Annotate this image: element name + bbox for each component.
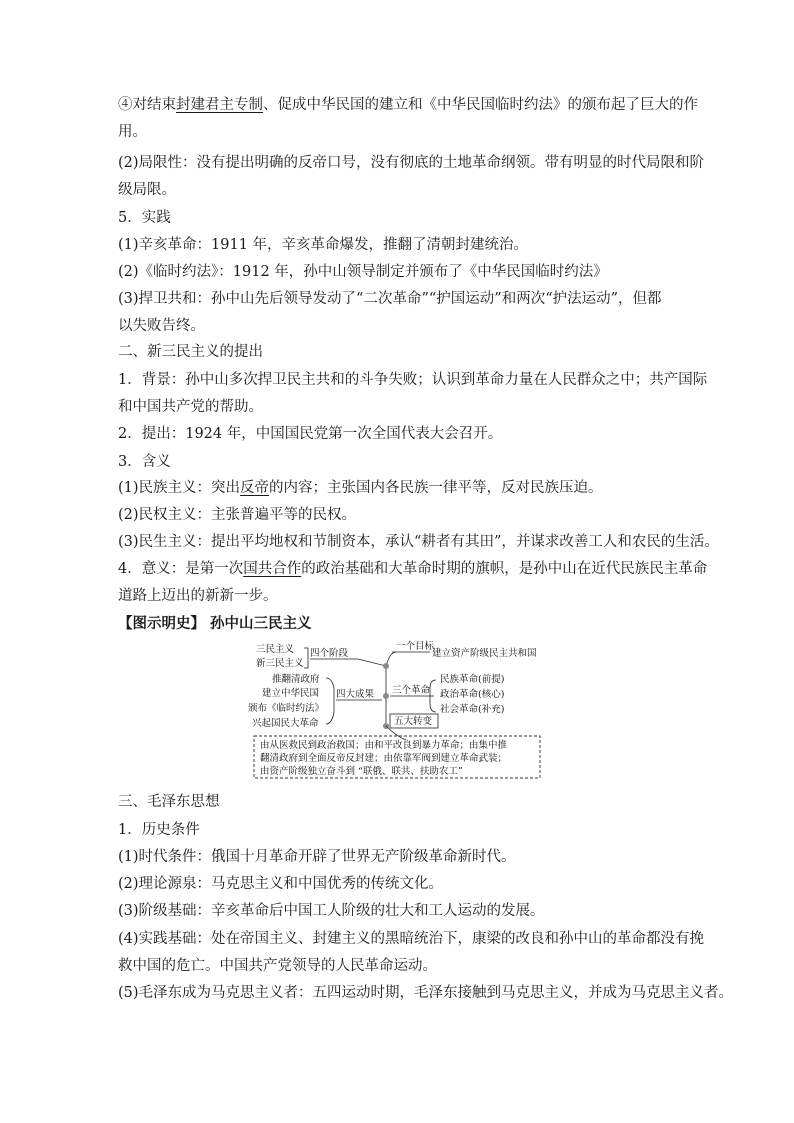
diagram-label: 四个阶段	[310, 648, 349, 659]
diagram-label: 三民主义	[256, 644, 295, 655]
diagram-label: 推翻清政府	[272, 674, 320, 685]
diagram-label: 社会革命(补充)	[440, 704, 505, 715]
diagram-label: 政治革命(核心)	[440, 689, 505, 700]
diagram-label: 建立中华民国	[262, 688, 320, 699]
section-subheading: 1．历史条件	[118, 822, 200, 838]
diagram-label: 兴起国民大革命	[252, 718, 319, 729]
paragraph-line: (4)实践基础：处在帝国主义、封建主义的黑暗统治下，康梁的改良和孙中山的革命都没有挽	[118, 931, 705, 947]
diagram-label: 一个目标	[396, 641, 435, 652]
diagram-label: 新三民主义	[256, 658, 304, 669]
paragraph-line: 和中国共产党的帮助。	[118, 399, 263, 415]
paragraph-line: (3)捍卫共和：孙中山先后领导发动了“二次革命”“护国运动”和两次“护法运动”，但都	[118, 291, 662, 307]
paragraph-line: 以失败告终。	[118, 318, 205, 334]
diagram-box-line: 由资产阶级独立奋斗到 “联俄、联共、扶助农工”	[260, 766, 463, 777]
sun-yatsen-diagram	[246, 640, 546, 782]
paragraph-line: 4．意义：是第一次国共合作的政治基础和大革命时期的旗帜，是孙中山在近代民族民主革命	[118, 561, 708, 577]
paragraph-line: 用。	[118, 124, 147, 140]
diagram-label: 建立资产阶级民主共和国	[432, 648, 537, 659]
paragraph-line: 级局限。	[118, 182, 176, 198]
section-heading: 三、毛泽东思想	[118, 794, 220, 810]
underlined-term: 国共合作	[243, 561, 302, 577]
section-heading: 二、新三民主义的提出	[118, 344, 263, 360]
diagram-box-line: 翻清政府到全面反帝反封建；由依靠军阀到建立革命武装；	[260, 753, 508, 764]
paragraph-line: (2)《临时约法》：1912 年，孙中山领导制定并颁布了《中华民国临时约法》	[118, 264, 608, 280]
diagram-box-line: 由从医救民到政治救国；由和平改良到暴力革命；由集中推	[260, 740, 508, 751]
paragraph-line: 1．背景：孙中山多次捍卫民主共和的斗争失败；认识到革命力量在人民群众之中；共产国际	[118, 372, 708, 388]
paragraph-line: (2)民权主义：主张普遍平等的民权。	[118, 507, 357, 523]
paragraph-line: 道路上迈出的新新一步。	[118, 588, 278, 604]
diagram-title: 【图示明史】 孙中山三民主义	[118, 615, 312, 632]
section-subheading: 3．含义	[118, 454, 171, 470]
paragraph-line: (1)辛亥革命：1911 年，辛亥革命爆发，推翻了清朝封建统治。	[118, 237, 529, 253]
paragraph-line: (1)民族主义：突出反帝的内容；主张国内各民族一律平等，反对民族压迫。	[118, 480, 603, 496]
paragraph-line: (2)局限性：没有提出明确的反帝口号，没有彻底的土地革命纲领。带有明显的时代局限和阶	[118, 155, 705, 171]
paragraph-line: (1)时代条件：俄国十月革命开辟了世界无产阶级革命新时代。	[118, 849, 516, 865]
paragraph-line: 救中国的危亡。中国共产党领导的人民革命运动。	[118, 958, 437, 974]
diagram-label: 三个革命	[392, 685, 431, 696]
underlined-term: 封建君主专制	[176, 97, 263, 113]
underlined-term: 反帝	[240, 480, 270, 496]
paragraph-line: (2)理论源泉：马克思主义和中国优秀的传统文化。	[118, 876, 444, 892]
paragraph-line: ④对结束封建君主专制、促成中华民国的建立和《中华民国临时约法》的颁布起了巨大的作	[118, 97, 698, 113]
paragraph-line: 2．提出：1924 年，中国国民党第一次全国代表大会召开。	[118, 426, 503, 442]
section-subheading: 5．实践	[118, 210, 171, 226]
diagram-label: 颁布《临时约法》	[248, 703, 325, 714]
paragraph-line: (3)民生主义：提出平均地权和节制资本，承认“耕者有其田”，并谋求改善工人和农民的生活。	[118, 534, 719, 550]
diagram-label: 四大成果	[336, 689, 375, 700]
paragraph-line: (5)毛泽东成为马克思主义者：五四运动时期，毛泽东接触到马克思主义，并成为马克思主义者。	[118, 985, 734, 1001]
paragraph-line: (3)阶级基础：辛亥革命后中国工人阶级的壮大和工人运动的发展。	[118, 903, 545, 919]
diagram-label: 民族革命(前提)	[440, 674, 505, 685]
diagram-label: 五大转变	[394, 716, 433, 727]
